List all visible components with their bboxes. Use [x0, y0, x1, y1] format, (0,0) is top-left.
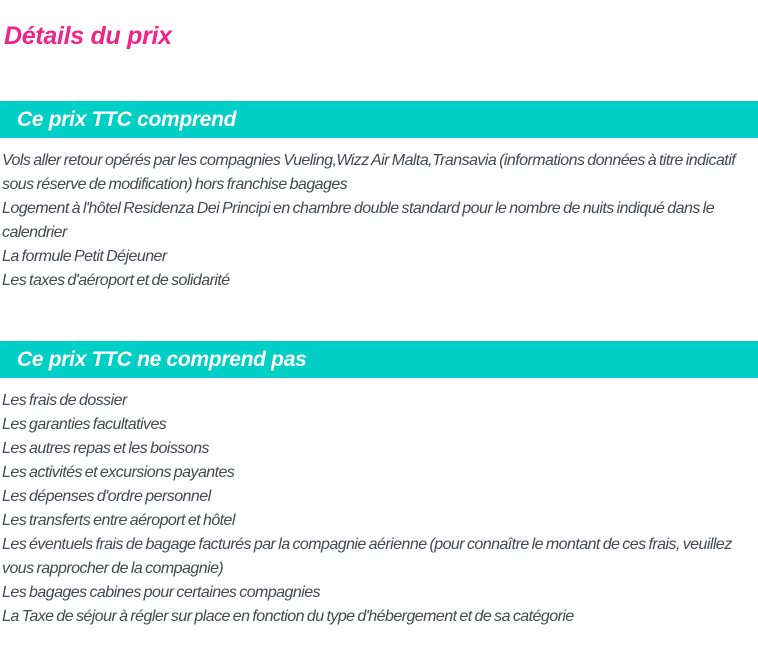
list-item: La Taxe de séjour à régler sur place en fonction du type d'hébergement et de sa catégorie	[2, 608, 574, 625]
list-item: Les garanties facultatives	[2, 416, 167, 433]
list-item: Les éventuels frais de bagage facturés par la compagnie aérienne (pour connaître le montant de ces frais, veuillez vous rapprocher de la compagnie)	[2, 536, 732, 577]
list-item: Les activités et excursions payantes	[2, 464, 235, 481]
list-item: Les bagages cabines pour certaines compagnies	[2, 584, 321, 601]
included-section	[0, 101, 758, 293]
page-title: Détails du prix	[4, 22, 172, 50]
price-details-page	[0, 22, 758, 659]
list-item: Vols aller retour opérés par les compagnies Vueling,Wizz Air Malta,Transavia (informations données à titre indicatif sous réserve de modification) hors franchise bagages	[2, 152, 736, 193]
list-item: Les transferts entre aéroport et hôtel	[2, 512, 235, 529]
excluded-heading: Ce prix TTC ne comprend pas	[17, 347, 307, 371]
list-item: Les frais de dossier	[2, 392, 127, 409]
included-list	[2, 149, 750, 293]
list-item: Logement à l'hôtel Residenza Dei Principi en chambre double standard pour le nombre de nuits indiqué dans le calendrier	[2, 200, 715, 241]
list-item: Les dépenses d'ordre personnel	[2, 488, 211, 505]
list-item: Les taxes d'aéroport et de solidarité	[2, 272, 230, 289]
included-heading: Ce prix TTC comprend	[17, 107, 237, 131]
excluded-heading-band	[0, 341, 758, 378]
list-item: Les autres repas et les boissons	[2, 440, 209, 457]
excluded-list	[2, 389, 750, 629]
list-item: La formule Petit Déjeuner	[2, 248, 167, 265]
included-heading-band	[0, 101, 758, 138]
excluded-section	[0, 341, 758, 629]
